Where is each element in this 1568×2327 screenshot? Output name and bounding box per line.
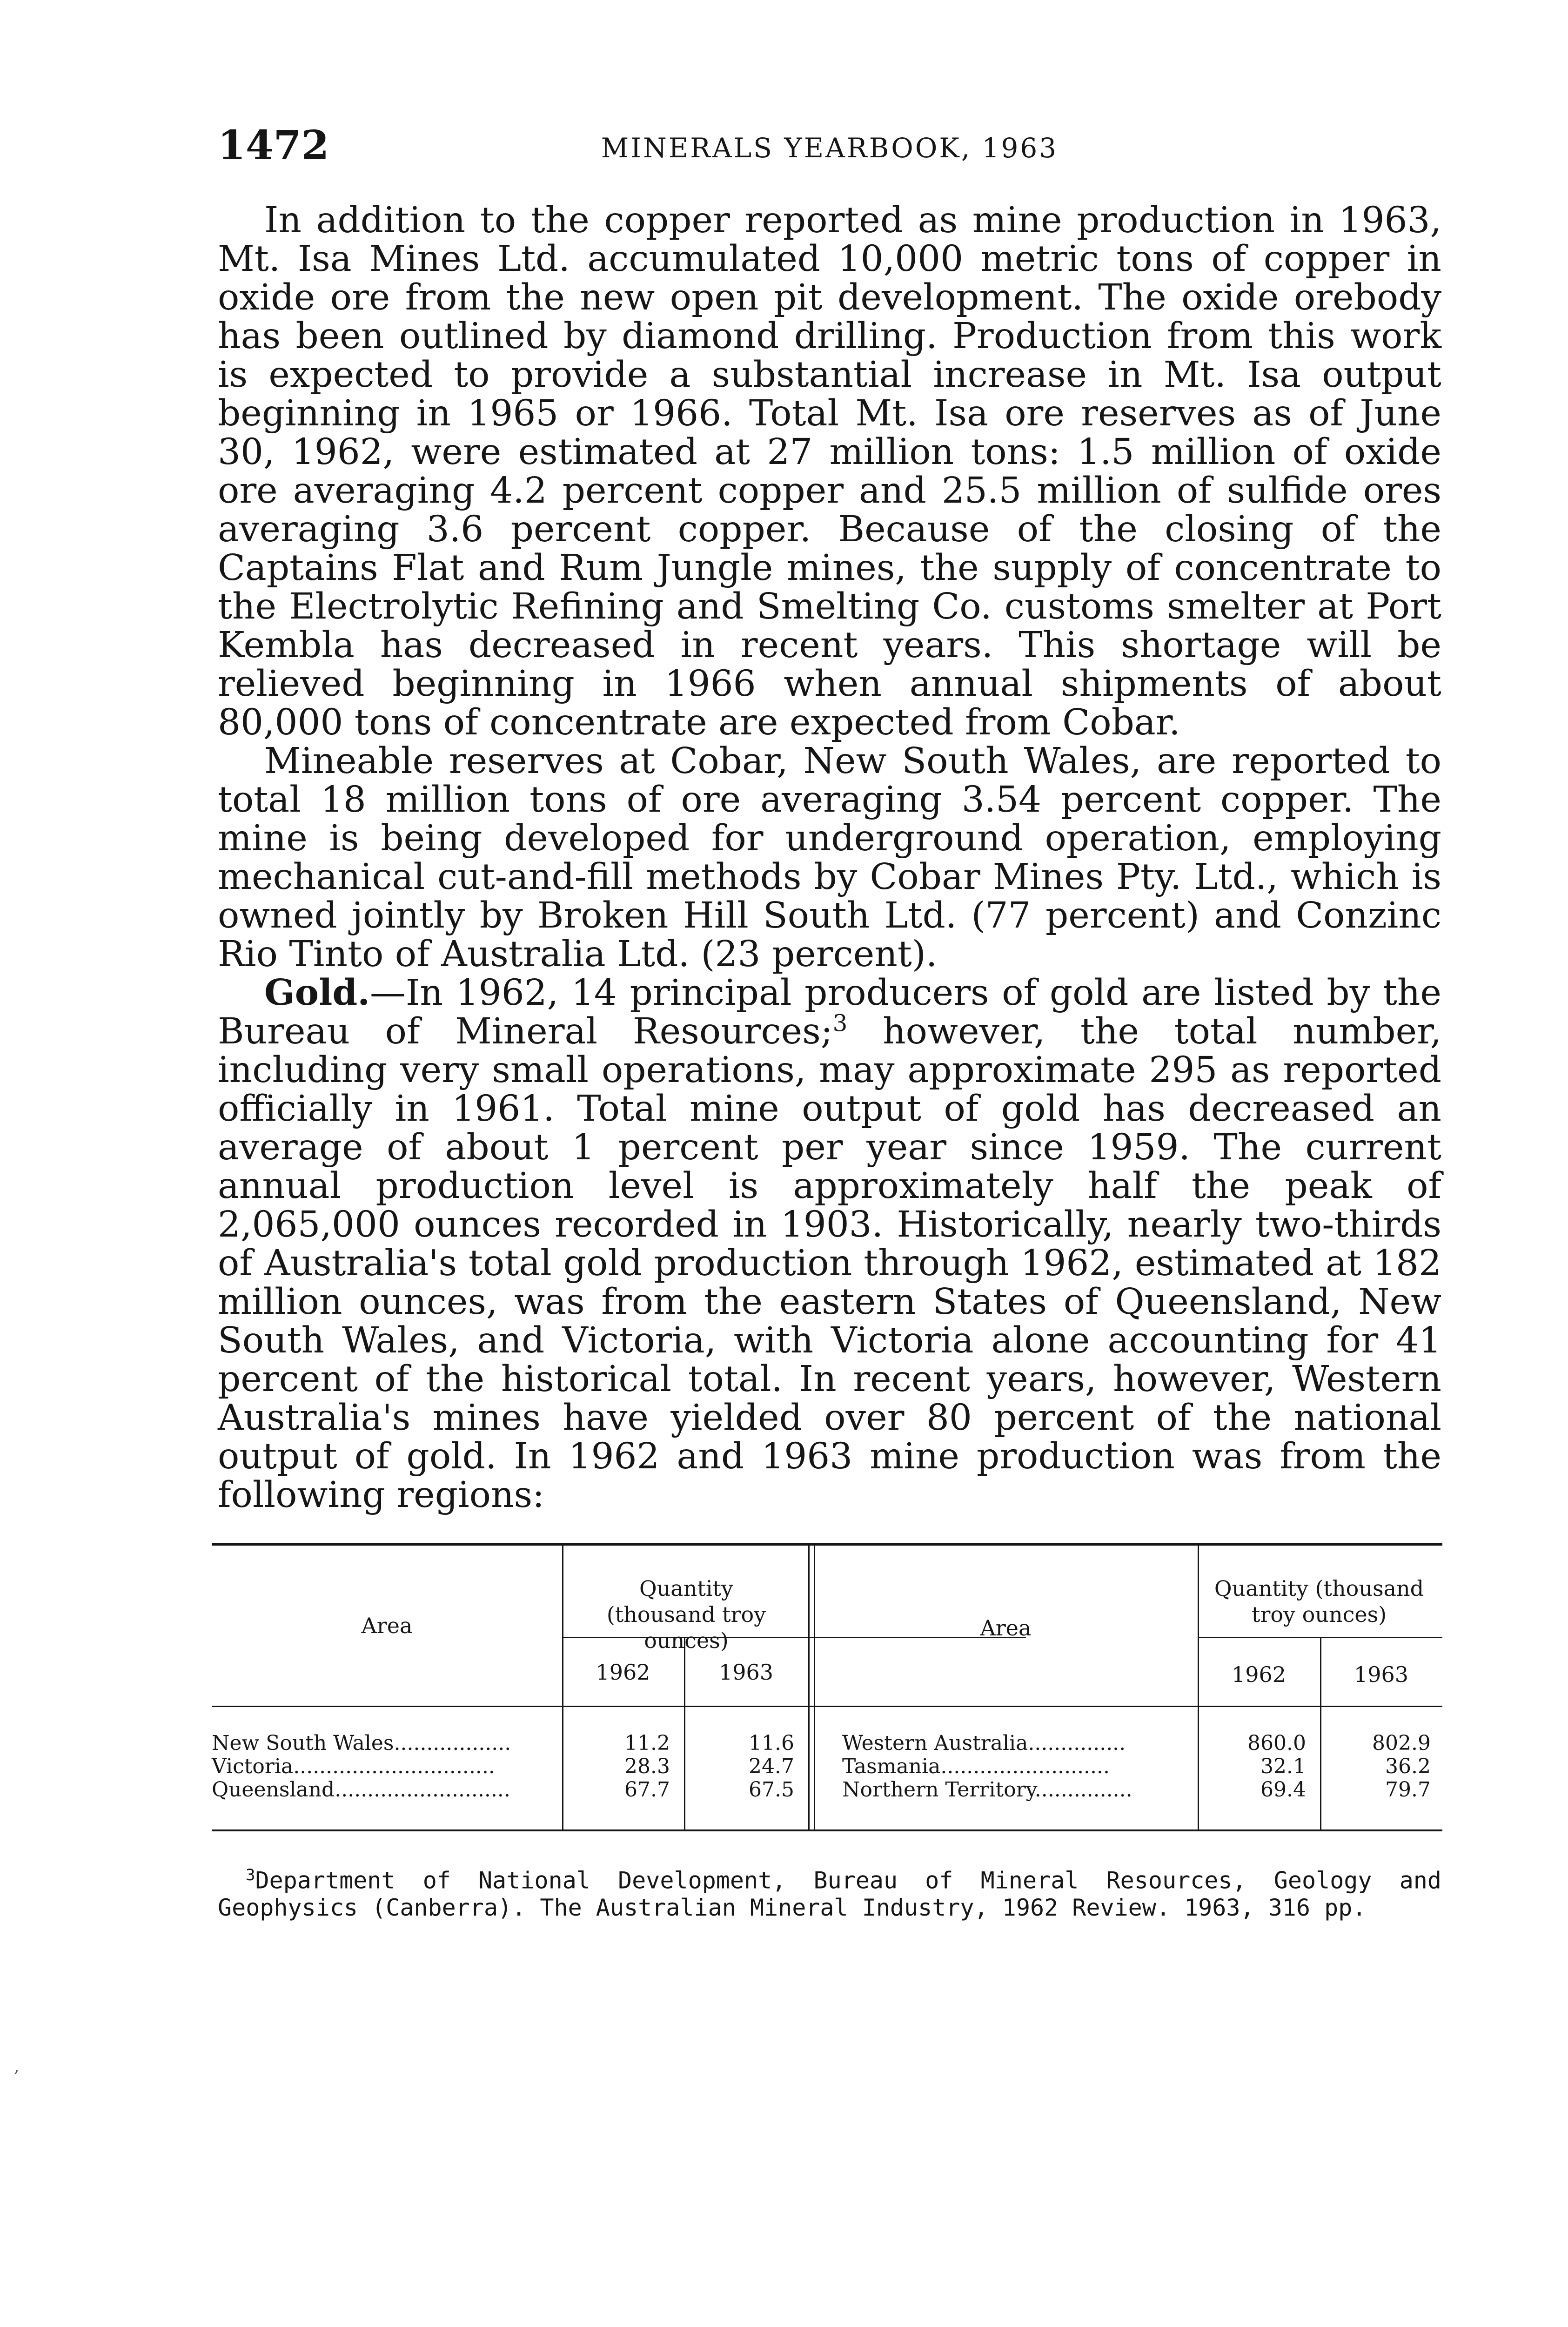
- table-header-rule: [212, 1706, 1442, 1707]
- table-row-area-new-south-wales: New South Wales..................: [212, 1731, 511, 1755]
- table-row-area-tasmania: Tasmania..........................: [842, 1755, 1110, 1778]
- paragraph-cobar-reserves: Mineable reserves at Cobar, New South Wales, are reported to total 18 million tons of ore averaging 3.54 percent copper. The mine is being developed for underground operation, employing mechanical cut-and-fill methods by Cobar Mines Pty. Ltd., which is owned jointly by Broken Hill South Ltd. (77 percent) and Conzinc Rio Tinto of Australia Ltd. (23 percent).: [218, 740, 1441, 975]
- left-1963-header: 1963: [718, 1660, 774, 1685]
- table-cell-queensland-1963: 67.5: [749, 1778, 794, 1802]
- right-1963-header: 1963: [1354, 1662, 1409, 1687]
- table-row-area-victoria: Victoria...............................: [212, 1755, 495, 1778]
- right-1962-header: 1962: [1231, 1662, 1287, 1687]
- page-number: 1472: [218, 122, 329, 169]
- table-cell-victoria-1963: 24.7: [749, 1755, 794, 1778]
- left-quantity-header: Quantity (thousand troy ounces): [606, 1576, 766, 1653]
- table-cell-tasmania-1962: 32.1: [1260, 1755, 1306, 1778]
- running-title: MINERALS YEARBOOK, 1963: [601, 132, 1059, 164]
- center-double-divider-a: [808, 1546, 810, 1829]
- table-row-area-northern-territory: Northern Territory...............: [842, 1778, 1132, 1802]
- footnote-mark: 3: [246, 1866, 255, 1884]
- table-cell-tasmania-1963: 36.2: [1385, 1755, 1431, 1778]
- right-quantity-header: Quantity (thousand troy ounces): [1214, 1576, 1424, 1627]
- table-cell-queensland-1962: 67.7: [624, 1778, 670, 1802]
- gold-text-part-1: —In 1962, 14 principal producers of gold are listed by the Bureau of Mineral Resources;: [218, 972, 1441, 1052]
- gold-text-part-2: however, the total number, including very small operations, may approximate 295 as reported officially in 1961. Total mine output of gold has decreased an average of about 1 percent per year since 1959. The current annual production level is approximately half the peak of 2,065,000 ounces recorded in 1903. Historically, nearly two-thirds of Australia's total gold production through 1962, estimated at 182 million ounces, was from the eastern States of Queensland, New South Wales, and Victoria, with Victoria alone accounting for 41 percent of the historical total. In recent years, however, Western Australia's mines have yielded over 80 percent of the national output of gold. In 1962 and 1963 mine production was from the following regions:: [218, 1011, 1441, 1516]
- margin-mark: ,: [14, 2057, 20, 2076]
- table-cell-wa-1962: 860.0: [1247, 1731, 1306, 1755]
- body-text: [218, 201, 1441, 1514]
- table-cell-victoria-1962: 28.3: [624, 1755, 670, 1778]
- table-row-area-queensland: Queensland...........................: [212, 1778, 510, 1802]
- paragraph-copper-mt-isa: In addition to the copper reported as mine production in 1963, Mt. Isa Mines Ltd. accumulated 10,000 metric tons of copper in oxide ore from the new open pit development. The oxide orebody has been outlined by diamond drilling. Production from this work is expected to provide a substantial increase in Mt. Isa output beginning in 1965 or 1966. Total Mt. Isa ore reserves as of June 30, 1962, were estimated at 27 million tons: 1.5 million of oxide ore averaging 4.2 percent copper and 25.5 million of sulfide ores averaging 3.6 percent copper. Because of the closing of the Captains Flat and Rum Jungle mines, the supply of concentrate to the Electrolytic Refining and Smelting Co. customs smelter at Port Kembla has decreased in recent years. This shortage will be relieved beginning in 1966 when annual shipments of about 80,000 tons of concentrate are expected from Cobar.: [218, 200, 1441, 743]
- table-top-rule: [212, 1543, 1442, 1546]
- paragraph-gold: [218, 974, 1441, 1514]
- table-row-area-western-australia: Western Australia...............: [842, 1731, 1126, 1755]
- section-lead-gold: Gold.: [264, 972, 370, 1014]
- table-cell-nsw-1963: 11.6: [749, 1731, 794, 1755]
- right-area-header: Area: [980, 1615, 1032, 1641]
- table-bottom-rule: [212, 1829, 1442, 1831]
- page-header: [218, 122, 1441, 178]
- left-area-header: Area: [361, 1613, 413, 1638]
- table-cell-wa-1963: 802.9: [1372, 1731, 1431, 1755]
- table-cell-nsw-1962: 11.2: [624, 1731, 670, 1755]
- table-cell-nt-1963: 79.7: [1385, 1778, 1431, 1802]
- table-cell-nt-1962: 69.4: [1260, 1778, 1306, 1802]
- gold-production-table: [212, 1543, 1442, 1831]
- center-double-divider-b: [814, 1546, 815, 1829]
- footnote-text: Department of National Development, Bureau of Mineral Resources, Geology and Geophysics (Canberra). The Australian Mineral Industry, 1962 Review. 1963, 316 pp.: [218, 1867, 1441, 1921]
- footnote: [218, 1862, 1441, 1921]
- left-1962-header: 1962: [596, 1660, 650, 1685]
- footnote-reference: 3: [832, 1009, 848, 1037]
